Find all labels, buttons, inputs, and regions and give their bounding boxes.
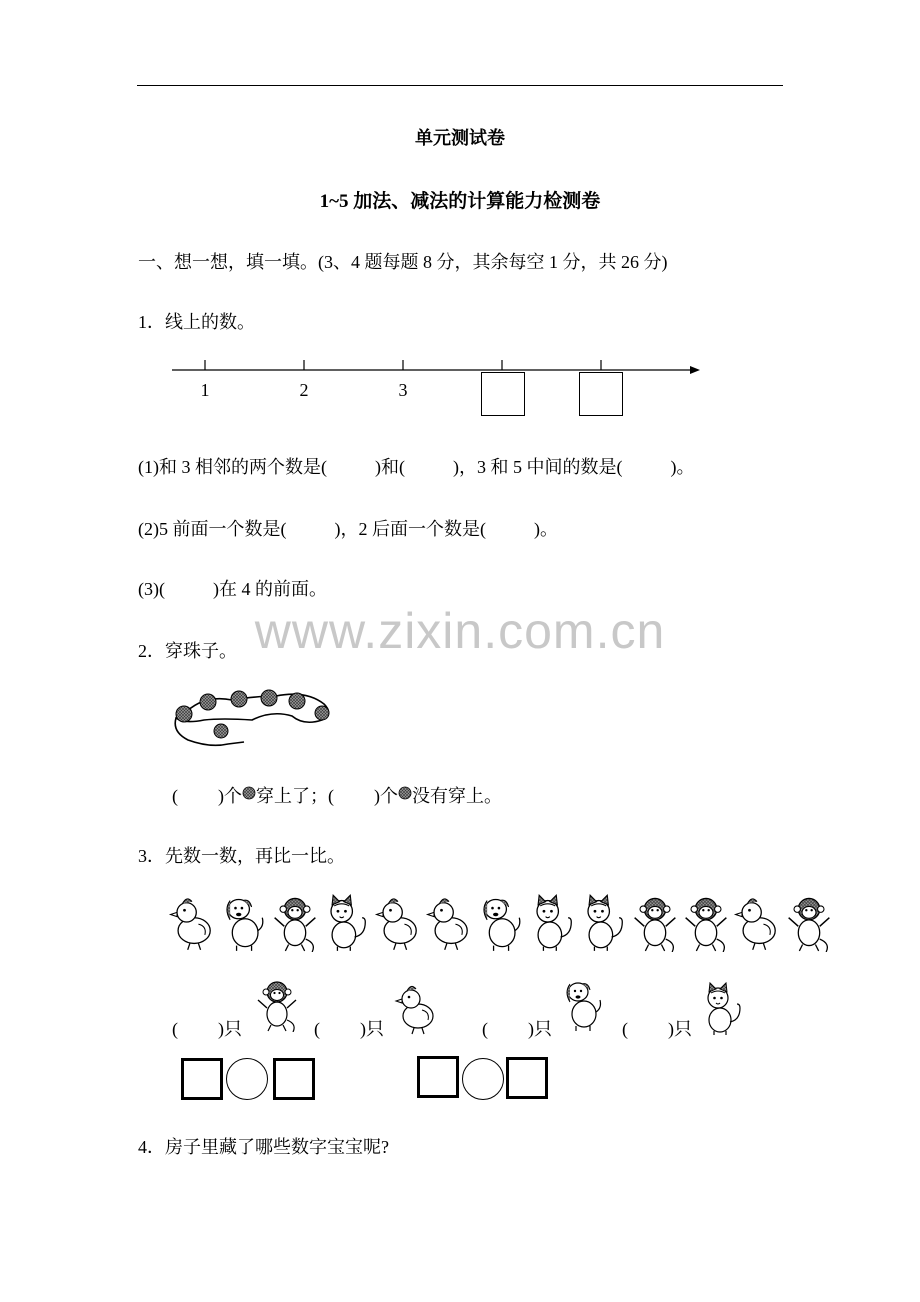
bead-icon bbox=[398, 786, 412, 800]
count-item-dog: ( )只 bbox=[482, 1019, 552, 1039]
bead-string-illustration bbox=[168, 682, 343, 747]
bead bbox=[200, 694, 216, 710]
bead bbox=[261, 690, 277, 706]
animal-row bbox=[168, 892, 833, 952]
tick-label-3: 3 bbox=[398, 380, 408, 400]
compare-circle-2[interactable] bbox=[462, 1058, 504, 1100]
q1-label: 1．线上的数。 bbox=[138, 312, 255, 332]
document-title: 单元测试卷 bbox=[415, 128, 505, 148]
count-item-chick: ( )只 bbox=[314, 1019, 384, 1039]
q1-sub2: (2)5 前面一个数是( )，2 后面一个数是( )。 bbox=[138, 519, 558, 539]
cat-icon bbox=[579, 892, 627, 952]
tick-label-2: 2 bbox=[299, 380, 309, 400]
compare-box-right-2[interactable] bbox=[506, 1057, 548, 1099]
compare-box-left-1[interactable] bbox=[181, 1058, 223, 1100]
bead bbox=[214, 724, 228, 738]
cat-icon bbox=[528, 892, 576, 952]
q1-sub3: (3)( )在 4 的前面。 bbox=[138, 579, 327, 599]
dog-icon bbox=[560, 976, 604, 1032]
monkey-icon bbox=[271, 892, 319, 952]
arrow-icon bbox=[690, 366, 700, 374]
top-rule bbox=[137, 85, 783, 86]
answer-box-5[interactable] bbox=[579, 372, 623, 416]
dog-icon bbox=[219, 892, 267, 952]
q2-answer: ( )个 穿上了；( )个 没有穿上。 bbox=[172, 786, 502, 806]
monkey-icon bbox=[255, 976, 299, 1032]
number-line bbox=[160, 355, 710, 425]
compare-circle-1[interactable] bbox=[226, 1058, 268, 1100]
q1-sub1: (1)和 3 相邻的两个数是( )和( )，3 和 5 中间的数是( )。 bbox=[138, 457, 695, 477]
bead bbox=[289, 693, 305, 709]
count-item-monkey: ( )只 bbox=[172, 1019, 242, 1039]
tick-label-1: 1 bbox=[200, 380, 210, 400]
bead bbox=[176, 706, 192, 722]
chick-icon bbox=[374, 892, 422, 952]
chick-icon bbox=[733, 892, 781, 952]
monkey-icon bbox=[631, 892, 679, 952]
bead-icon bbox=[242, 786, 256, 800]
cat-icon bbox=[322, 892, 370, 952]
monkey-icon bbox=[785, 892, 833, 952]
dog-icon bbox=[476, 892, 524, 952]
monkey-icon bbox=[682, 892, 730, 952]
q3-label: 3．先数一数，再比一比。 bbox=[138, 846, 345, 866]
section-heading: 一、想一想，填一填。(3、4 题每题 8 分，其余每空 1 分，共 26 分) bbox=[138, 252, 668, 272]
bead bbox=[231, 691, 247, 707]
compare-box-left-2[interactable] bbox=[417, 1056, 459, 1098]
cat-icon bbox=[700, 980, 744, 1036]
chick-icon bbox=[168, 892, 216, 952]
q2-label: 2．穿珠子。 bbox=[138, 641, 237, 661]
chick-icon bbox=[425, 892, 473, 952]
document-subtitle: 1~5 加法、减法的计算能力检测卷 bbox=[319, 191, 601, 212]
q4-label: 4．房子里藏了哪些数字宝宝呢? bbox=[138, 1137, 389, 1157]
watermark: www.zixin.com.cn bbox=[254, 603, 666, 659]
bead bbox=[315, 706, 329, 720]
chick-icon bbox=[394, 980, 438, 1036]
answer-box-4[interactable] bbox=[481, 372, 525, 416]
count-item-cat: ( )只 bbox=[622, 1019, 692, 1039]
compare-box-right-1[interactable] bbox=[273, 1058, 315, 1100]
